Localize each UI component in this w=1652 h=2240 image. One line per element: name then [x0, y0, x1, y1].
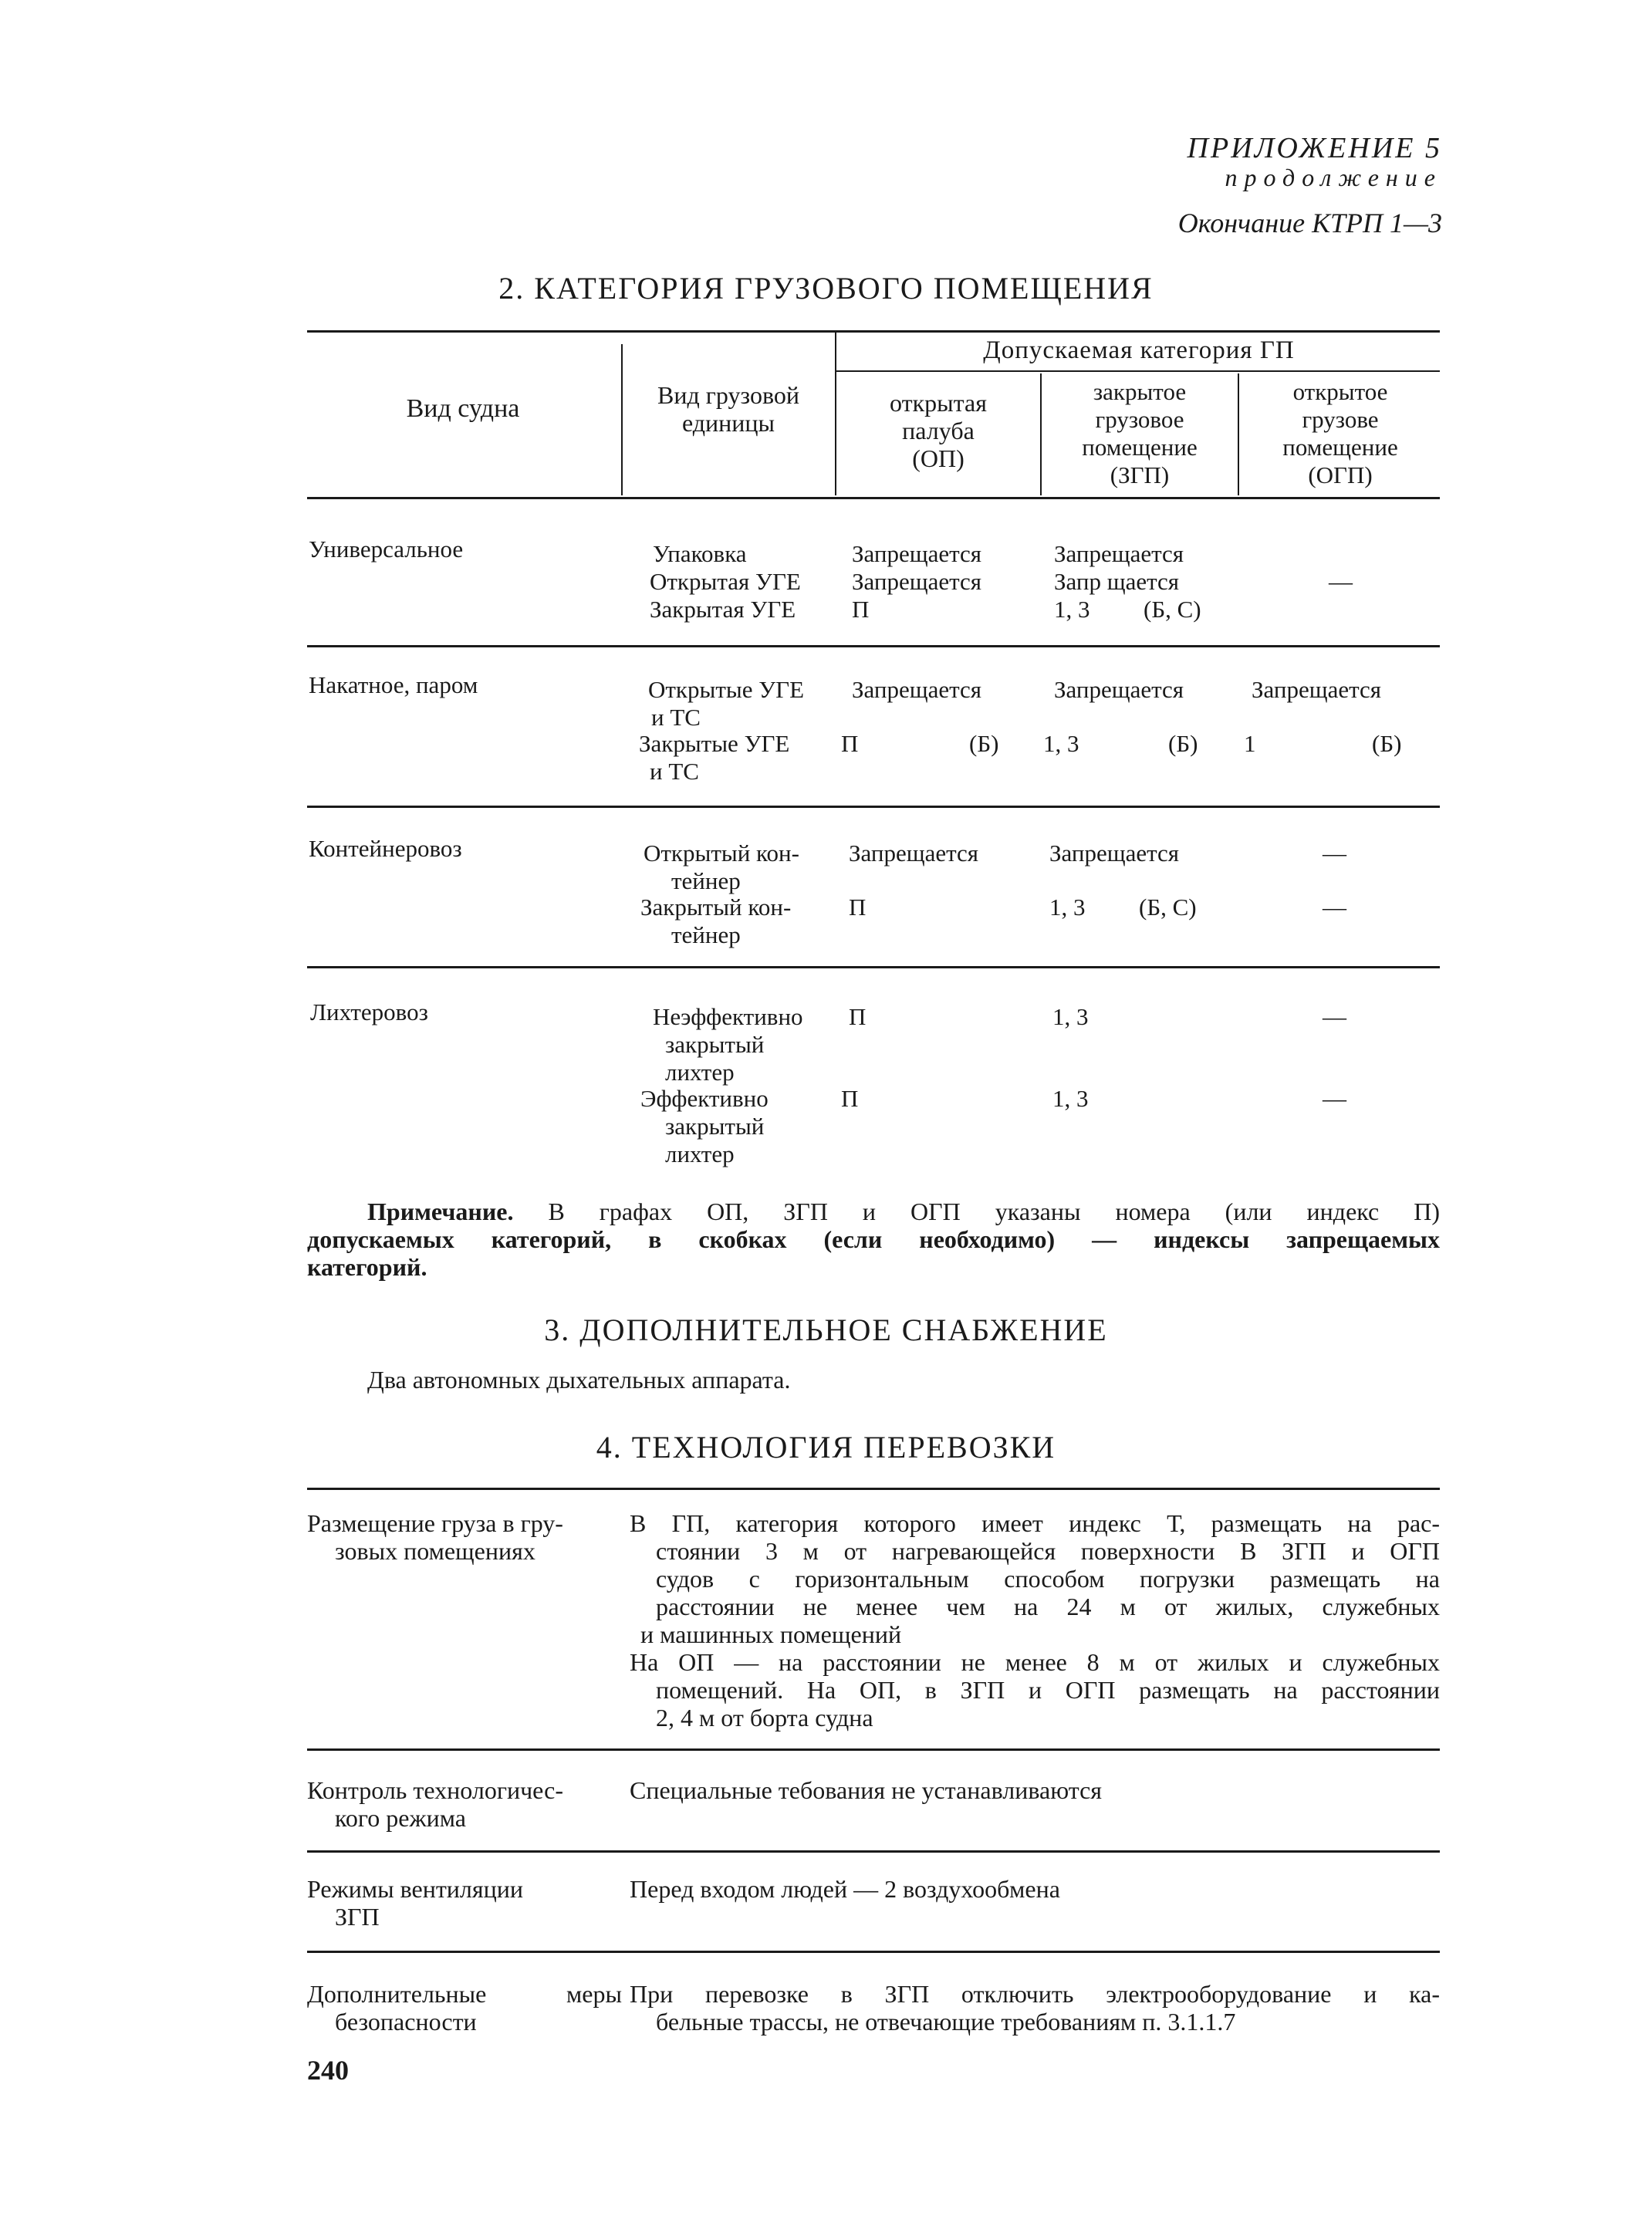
op-index-cell: (Б) — [969, 730, 999, 757]
page-number: 240 — [307, 2055, 349, 2086]
tech-row-text: В ГП, категория которого имеет индекс Т, размещать на рас- стоянии 3 м от нагревающейся поверхности В ЗГП и ОГП судов с горизонтальным способом погрузки размещать на расстоянии не менее чем на 24 м от жилых, служебных и машинных помещений На ОП — на расстоянии не менее 8 м от жилых и служебных помещений. На ОП, в ЗГП и ОГП размещать на расстоянии 2, 4 м от борта судна — [630, 1509, 1440, 1732]
unit-cell: Открытые УГЕ и ТС — [648, 676, 805, 731]
section-3-text: Два автономных дыхательных аппарата. — [367, 1366, 791, 1394]
tech-row-label: Режимы вентиляции ЗГП — [307, 1875, 523, 1931]
vessel-roro: Накатное, паром — [309, 671, 478, 698]
tech-row-label: Дополнительные меры безопасности — [307, 1980, 622, 2036]
tech-row-text: Перед входом людей — 2 воздухообмена — [630, 1875, 1060, 1903]
col-divider-4 — [1238, 373, 1239, 495]
ogp-cell: — — [1323, 1003, 1346, 1030]
op-cell: Запрещается — [849, 840, 979, 867]
ogp-cell: — — [1329, 568, 1353, 595]
zgp-cell: Запр щается — [1054, 568, 1180, 595]
zgp-index-cell: (Б, С) — [1139, 894, 1197, 921]
note-line-2: допускаемых категорий, в скобках (если необходимо) — индексы запрещаемых — [307, 1225, 1440, 1253]
ogp-cell: Запрещается — [1252, 676, 1382, 703]
unit-cell: Упаковка — [653, 540, 747, 567]
zgp-cell: Запрещается — [1054, 540, 1184, 567]
section-4-title: 4. ТЕХНОЛОГИЯ ПЕРЕВОЗКИ — [596, 1430, 1056, 1465]
col-divider-1 — [621, 344, 623, 495]
row-rule — [307, 806, 1440, 808]
header-zgp: закрытое грузовое помещение (ЗГП) — [1082, 378, 1198, 488]
op-cell: Запрещается — [852, 676, 982, 703]
header-op: открытая палуба (ОП) — [890, 389, 987, 472]
unit-cell: Открытая УГЕ — [650, 568, 801, 595]
section-3-title: 3. ДОПОЛНИТЕЛЬНОЕ СНАБЖЕНИЕ — [544, 1313, 1108, 1347]
tech-row-text: При перевозке в ЗГП отключить электрооборудование и ка- бельные трассы, не отвечающие требованиям п. 3.1.1.7 — [630, 1980, 1440, 2036]
op-cell: П — [849, 894, 867, 921]
op-cell: П — [841, 1085, 859, 1112]
unit-cell: Закрытые УГЕ и ТС — [639, 730, 790, 785]
vessel-container-ship: Контейнеровоз — [309, 835, 462, 862]
row-rule — [307, 1951, 1440, 1953]
tech-row-text: Специальные тебования не устанавливаются — [630, 1776, 1103, 1804]
table-end-note: Окончание КТРП 1—3 — [1177, 208, 1442, 238]
ogp-cell: 1 — [1244, 730, 1256, 757]
table-top-rule — [307, 330, 1440, 333]
table-top-rule — [307, 1488, 1440, 1490]
row-rule — [307, 1850, 1440, 1853]
ogp-cell: — — [1323, 1085, 1346, 1112]
op-cell: Запрещается — [852, 540, 982, 567]
tech-row-label: Размещение груза в гру- зовых помещениях — [307, 1509, 563, 1565]
unit-cell: Открытый кон- тейнер — [644, 840, 799, 894]
col-divider-2 — [835, 332, 836, 495]
zgp-index-cell: (Б) — [1168, 730, 1198, 757]
header-vessel-type: Вид судна — [406, 394, 520, 423]
col-divider-3 — [1040, 373, 1042, 495]
unit-cell: Неэффективно закрытый лихтер — [653, 1003, 803, 1086]
ogp-cell: — — [1323, 894, 1346, 921]
row-rule — [307, 1748, 1440, 1751]
zgp-cell: 1, 3 — [1043, 730, 1079, 757]
op-cell: П — [849, 1003, 867, 1030]
header-ogp: открытое грузове помещение (ОГП) — [1282, 378, 1398, 488]
row-rule — [307, 645, 1440, 647]
zgp-cell: 1, 3 — [1049, 894, 1086, 921]
zgp-cell: 1, 3 — [1054, 596, 1090, 623]
zgp-index-cell: (Б, С) — [1144, 596, 1201, 623]
unit-cell: Эффективно закрытый лихтер — [640, 1085, 769, 1167]
note-line-1: Примечание. В графах ОП, ЗГП и ОГП указаны номера (или индекс П) — [367, 1198, 1440, 1225]
header-cargo-unit: Вид грузовой единицы — [657, 381, 799, 437]
ogp-index-cell: (Б) — [1372, 730, 1402, 757]
ogp-cell: — — [1323, 840, 1346, 867]
op-cell: Запрещается — [852, 568, 982, 595]
unit-cell: Закрытый кон- тейнер — [640, 894, 792, 948]
vessel-lighter-carrier: Лихтеровоз — [310, 998, 428, 1025]
row-rule — [307, 966, 1440, 968]
section-2-title: 2. КАТЕГОРИЯ ГРУЗОВОГО ПОМЕЩЕНИЯ — [498, 271, 1154, 306]
zgp-cell: Запрещается — [1049, 840, 1180, 867]
note-line-3: категорий. — [307, 1253, 427, 1281]
op-cell: П — [852, 596, 870, 623]
zgp-cell: Запрещается — [1054, 676, 1184, 703]
appendix-label: ПРИЛОЖЕНИЕ 5 — [1187, 132, 1442, 164]
tech-row-label: Контроль технологичес- кого режима — [307, 1776, 564, 1832]
vessel-universal: Универсальное — [309, 536, 464, 563]
allowed-header-rule — [835, 370, 1440, 372]
allowed-category-header: Допускаемая категория ГП — [983, 336, 1295, 364]
op-cell: П — [841, 730, 859, 757]
zgp-cell: 1, 3 — [1052, 1003, 1089, 1030]
table-header-rule — [307, 497, 1440, 499]
unit-cell: Закрытая УГЕ — [650, 596, 796, 623]
zgp-cell: 1, 3 — [1052, 1085, 1089, 1112]
continuation-label: продолжение — [1225, 164, 1442, 191]
